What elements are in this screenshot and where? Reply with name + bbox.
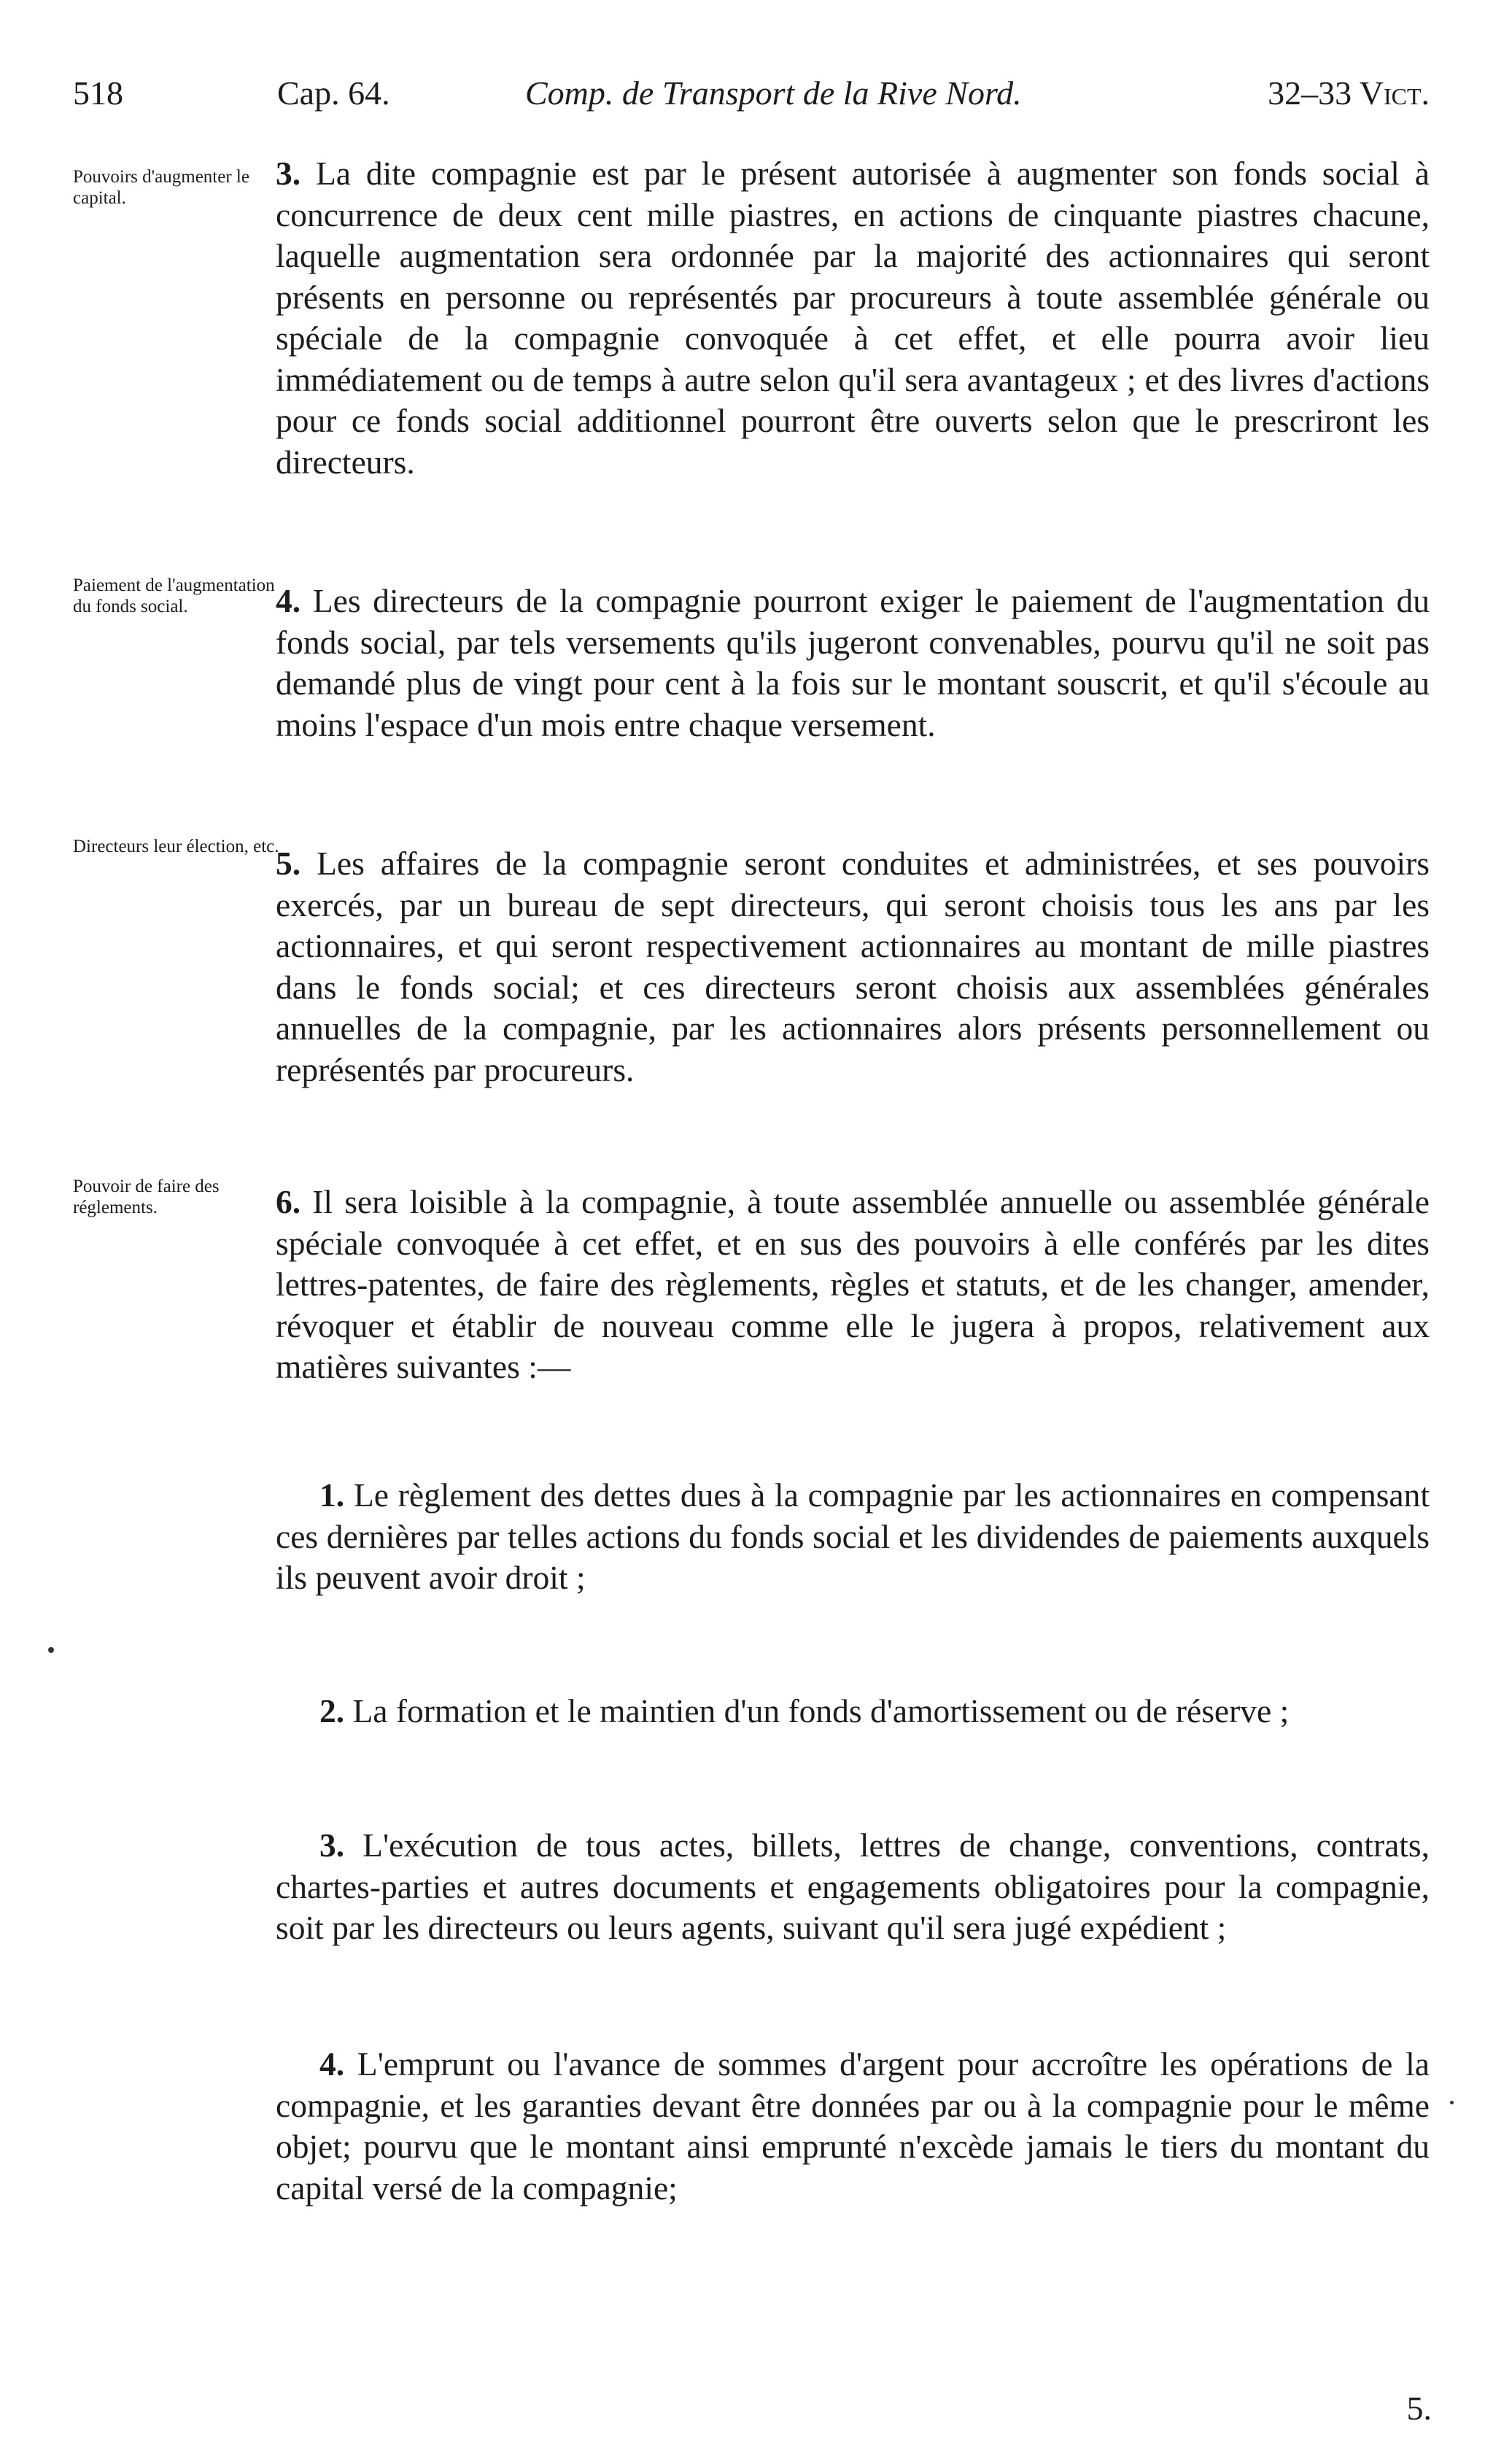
section-6-text: Il sera loisible à la compagnie, à toute assemblée annuelle ou assemblée générale spéciale convoquée à cet effet, et en sus des pouvoirs à elle conférés par les dites lettres-patentes, de faire des règlements, règles et statuts, et de les changer, amender, révoquer et établir de nouveau comme elle le jugera à propos, relativement aux matières suivantes :— [276, 1183, 1430, 1385]
subsection-1 [276, 1475, 1430, 1599]
subsection-3-number: 3. [319, 1826, 345, 1864]
section-3 [276, 153, 1430, 483]
subsection-1-number: 1. [319, 1476, 345, 1514]
subsection-4-text: L'emprunt ou l'avance de sommes d'argent pour accroître les opérations de la compagnie, et les garanties devant être données par ou à la compagnie pour le même objet; pourvu que le montant ainsi emprunté n'excède jamais le tiers du montant du capital versé de la compagnie; [276, 2045, 1430, 2207]
section-5-text: Les affaires de la compagnie seront conduites et administrées, et ses pouvoirs exercés, par un bureau de sept directeurs, qui seront choisis tous les ans par les actionnaires, et qui seront respectivement actionnaires au montant de mille piastres dans le fonds social; et ces directeurs seront choisis aux assemblées générales annuelles de la compagnie, par les actionnaires alors présents personnellement ou représentés par procureurs. [276, 845, 1430, 1088]
act-title: Comp. de Transport de la Rive Nord. [525, 74, 1022, 112]
subsection-2-text: La formation et le maintien d'un fonds d'amortissement ou de réserve ; [352, 1692, 1290, 1729]
catchword: 5. [1406, 2390, 1432, 2427]
page-number: 518 [73, 74, 123, 112]
regnal-year: 32–33 Vict. [1268, 74, 1430, 112]
subsection-4-number: 4. [319, 2045, 345, 2083]
subsection-3-text: L'exécution de tous actes, billets, lettres de change, conventions, contrats, chartes-parties et autres documents et engagements obligatoires pour la compagnie, soit par les directeurs ou leurs agents, suivant qu'il sera jugé expédient ; [276, 1826, 1430, 1946]
section-6-number: 6. [276, 1183, 301, 1220]
subsection-1-text: Le règlement des dettes dues à la compagnie par les actionnaires en compensant ces dernières par telles actions du fonds social et les dividendes de paiements auxquels ils peuvent avoir droit ; [276, 1476, 1430, 1596]
section-3-text: La dite compagnie est par le présent autorisée à augmenter son fonds social à concurrence de deux cent mille piastres, en actions de cinquante piastres chacune, laquelle augmentation sera ordonnée par la majorité des actionnaires qui seront présents en personne ou représentés par procureurs à toute assemblée générale ou spéciale de la compagnie convoquée à cet effet, et elle pourra avoir lieu immédiatement ou de temps à autre selon qu'il sera avantageux ; et des livres d'actions pour ce fonds social additionnel pourront être ouverts selon que le prescriront les directeurs. [276, 155, 1430, 481]
subsection-4 [276, 2044, 1430, 2209]
section-3-number: 3. [276, 155, 301, 192]
section-5-number: 5. [276, 845, 301, 882]
margin-note-section-6: Pouvoir de faire des réglements. [73, 1177, 220, 1217]
print-speck [1450, 2101, 1454, 2104]
section-5 [276, 843, 1430, 1090]
running-header [73, 64, 1430, 123]
subsection-2 [276, 1691, 1430, 1732]
subsection-2-number: 2. [319, 1692, 345, 1729]
margin-note-section-4: Paiement de l'augmentation du fonds social. [73, 576, 275, 616]
chapter-label: Cap. 64. [277, 74, 390, 112]
section-4-text: Les directeurs de la compagnie pourront exiger le paiement de l'augmentation du fonds social, par tels versements qu'ils jugeront convenables, pourvu qu'il ne soit pas demandé plus de vingt pour cent à la fois sur le montant souscrit, et qu'il s'écoule au moins l'espace d'un mois entre chaque versement. [276, 582, 1430, 743]
section-6 [276, 1182, 1430, 1388]
section-4 [276, 581, 1430, 745]
subsection-3 [276, 1825, 1430, 1949]
section-4-number: 4. [276, 582, 301, 619]
margin-note-section-3: Pouvoirs d'augmenter le capital. [73, 167, 249, 208]
print-speck [48, 1647, 54, 1653]
margin-note-section-5: Directeurs leur élection, etc. [73, 837, 279, 856]
